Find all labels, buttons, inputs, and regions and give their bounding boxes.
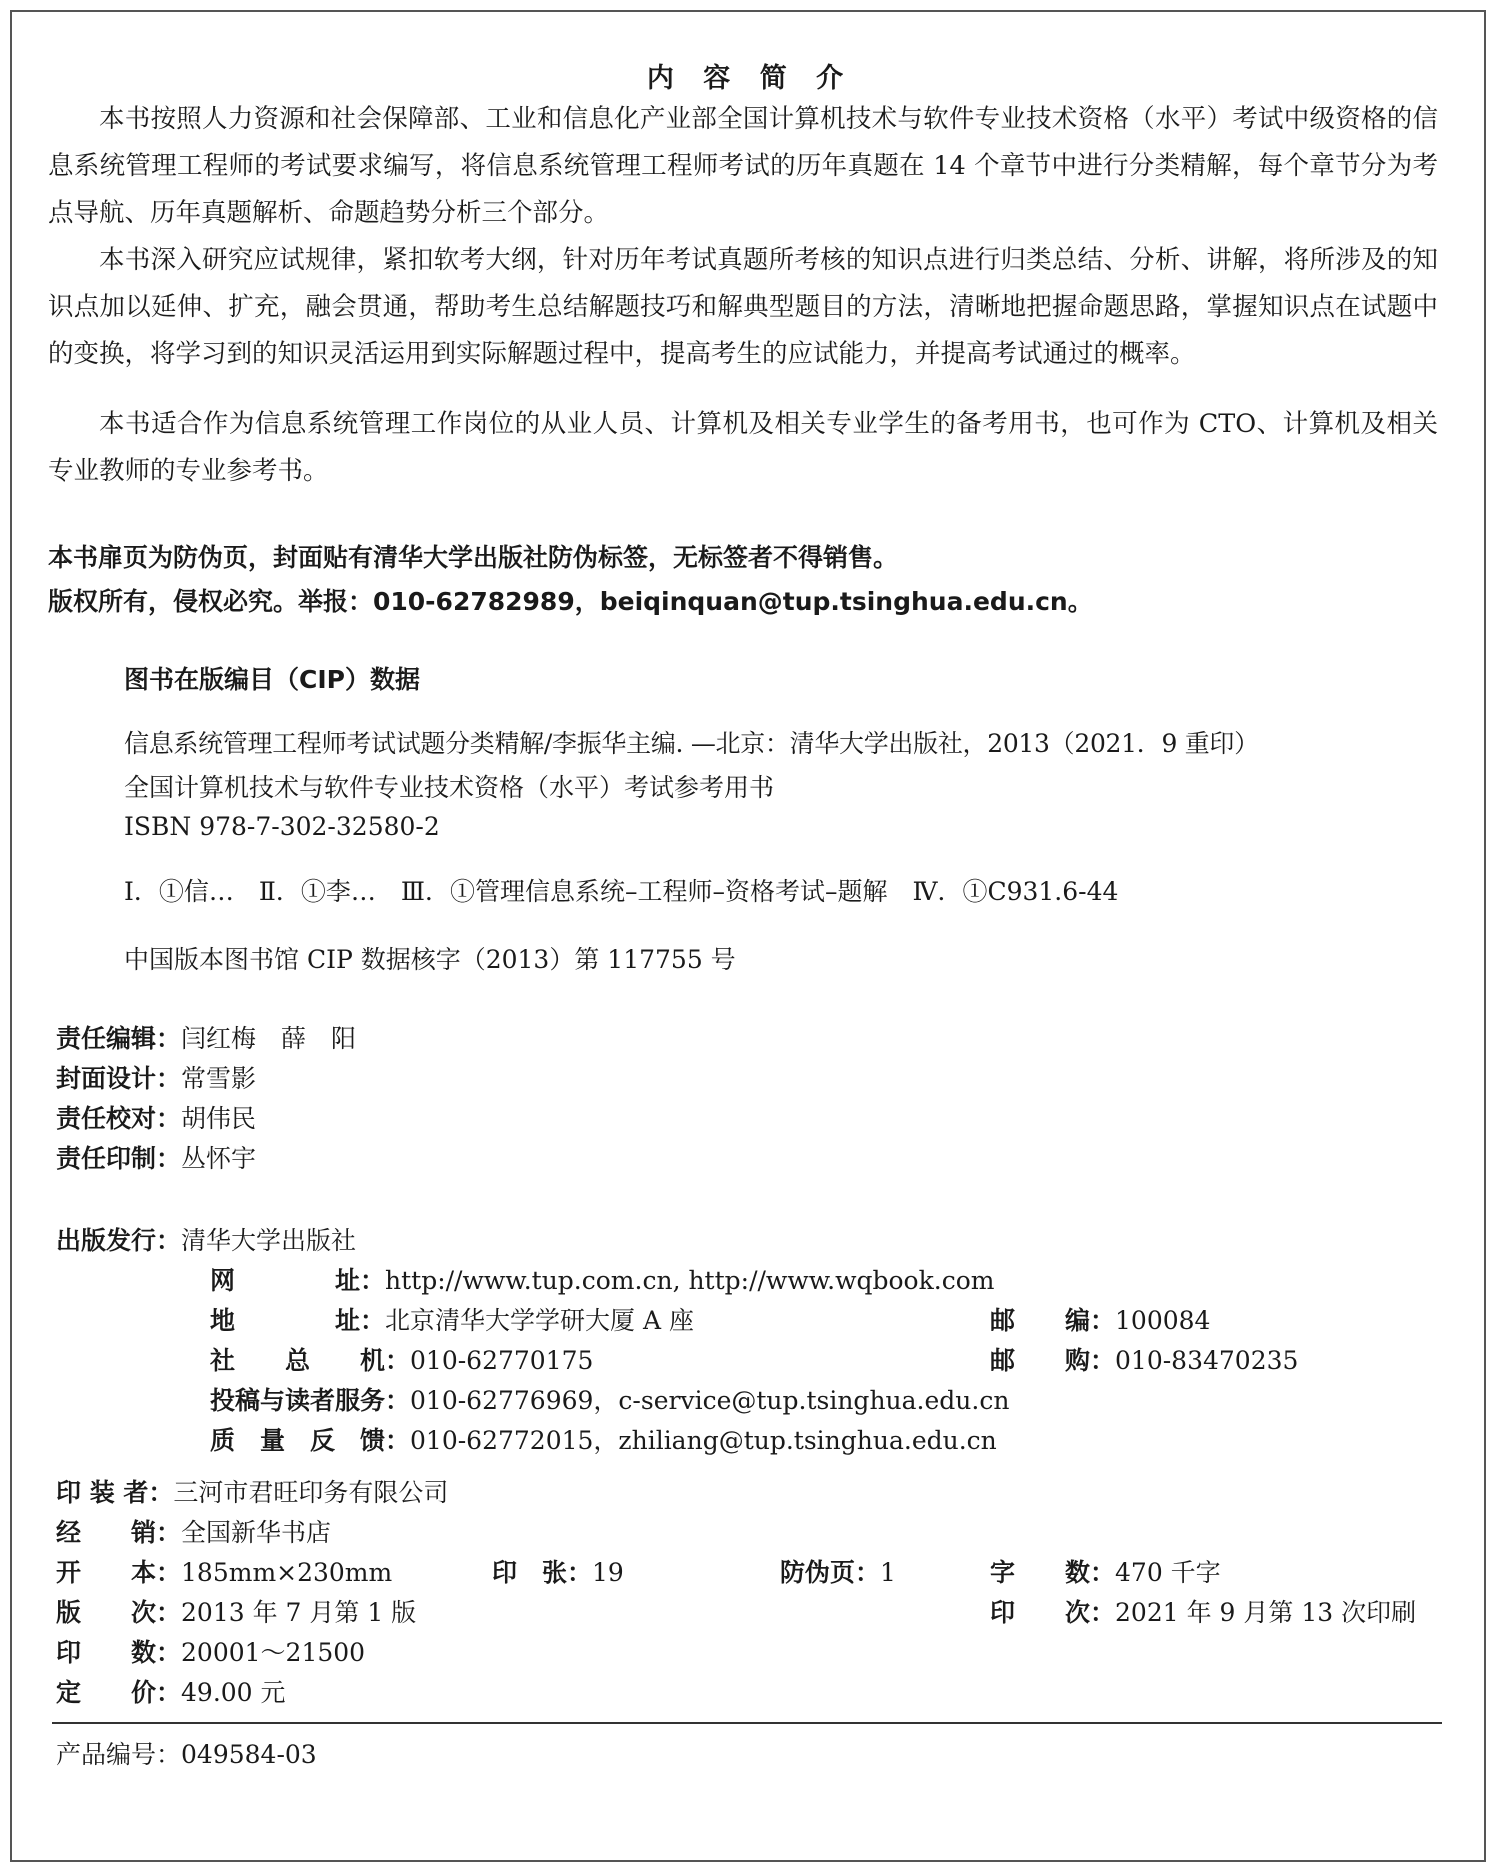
words-value: 470 千字 [1115, 1558, 1221, 1587]
price-label: 定 价： [56, 1678, 182, 1707]
distributor-row [56, 1518, 331, 1548]
publisher-row [56, 1226, 356, 1256]
anti-counterfeit-notice: 本书扉页为防伪页，封面贴有清华大学出版社防伪标签，无标签者不得销售。 [48, 543, 899, 572]
staff-row-proof [56, 1104, 256, 1134]
address-value: 北京清华大学学研大厦 A 座 [385, 1306, 694, 1335]
publisher-quality-row [210, 1426, 997, 1456]
cip-line-2: 全国计算机技术与软件专业技术资格（水平）考试参考用书 [124, 773, 775, 802]
service-value: 010-62776969，c-service@tup.tsinghua.edu.cn [410, 1386, 1010, 1415]
cip-heading: 图书在版编目（CIP）数据 [124, 665, 420, 694]
phone-value: 010-62770175 [410, 1346, 594, 1375]
divider-line [52, 1722, 1442, 1724]
impression-label: 印 次： [990, 1598, 1116, 1627]
mailorder-label: 邮 购： [990, 1346, 1116, 1375]
edition-row [56, 1598, 416, 1628]
price-row [56, 1678, 286, 1708]
staff-value: 常雪影 [181, 1064, 257, 1093]
quality-label: 质 量 反 馈： [210, 1426, 411, 1455]
anti-page-value: 1 [880, 1558, 896, 1587]
words-label: 字 数： [990, 1558, 1116, 1587]
intro-paragraph-2: 本书深入研究应试规律，紧扣软考大纲，针对历年考试真题所考核的知识点进行归类总结、分析、讲解，将所涉及的知识点加以延伸、扩充，融会贯通，帮助考生总结解题技巧和解典型题目的方法，清晰地把握命题思路，掌握知识点在试题中的变换，将学习到的知识灵活运用到实际解题过程中，提高考生的应试能力，并提高考试通过的概率。 [48, 245, 1438, 369]
mailorder-value: 010-83470235 [1115, 1346, 1299, 1375]
intro-paragraph-3: 本书适合作为信息系统管理工作岗位的从业人员、计算机及相关专业学生的备考用书，也可作为 CTO、计算机及相关专业教师的专业参考书。 [48, 409, 1438, 486]
zip-value: 100084 [1115, 1306, 1211, 1335]
intro-paragraph-1: 本书按照人力资源和社会保障部、工业和信息化产业部全国计算机技术与软件专业技术资格（水平）考试中级资格的信息系统管理工程师的考试要求编写，将信息系统管理工程师考试的历年真题在 14 个章节中进行分类精解，每个章节分为考点导航、历年真题解析、命题趋势分析三个部分。 [48, 104, 1438, 228]
publisher-address-row [210, 1306, 694, 1336]
publisher-mailorder-row [990, 1346, 1298, 1376]
staff-value: 丛怀宇 [181, 1144, 257, 1173]
quality-value: 010-62772015，zhiliang@tup.tsinghua.edu.cn [410, 1426, 997, 1455]
impression-row [990, 1598, 1416, 1628]
print-count-label: 印 数： [56, 1638, 182, 1667]
distributor-value: 全国新华书店 [181, 1518, 332, 1547]
staff-row-cover [56, 1064, 256, 1094]
page-title: 内 容 简 介 [646, 63, 854, 94]
staff-label: 责任印制： [56, 1144, 182, 1173]
publisher-service-row [210, 1386, 1009, 1416]
anti-page-row [780, 1558, 896, 1588]
printer-label: 印 装 者： [56, 1478, 174, 1507]
address-label: 地 址： [210, 1306, 386, 1335]
cip-classification: Ⅰ．①信… Ⅱ．①李… Ⅲ．①管理信息系统–工程师–资格考试–题解 Ⅳ．①C931.6-44 [124, 877, 1119, 906]
web-value: http://www.tup.com.cn, http://www.wqbook.com [385, 1266, 995, 1295]
format-row [56, 1558, 392, 1588]
distributor-label: 经 销： [56, 1518, 182, 1547]
cip-verify: 中国版本图书馆 CIP 数据核字（2013）第 117755 号 [124, 945, 736, 974]
edition-value: 2013 年 7 月第 1 版 [181, 1598, 417, 1627]
print-count-row [56, 1638, 365, 1668]
publisher-phone-row [210, 1346, 593, 1376]
sheets-label: 印 张： [492, 1558, 593, 1587]
staff-label: 封面设计： [56, 1064, 182, 1093]
words-row [990, 1558, 1221, 1588]
format-value: 185mm×230mm [181, 1558, 393, 1587]
print-count-value: 20001～21500 [181, 1638, 366, 1667]
impression-value: 2021 年 9 月第 13 次印刷 [1115, 1598, 1417, 1627]
copyright-notice: 版权所有，侵权必究。举报：010-62782989，beiqinquan@tup.tsinghua.edu.cn。 [48, 587, 1093, 616]
printer-row [56, 1478, 448, 1508]
zip-label: 邮 编： [990, 1306, 1116, 1335]
staff-label: 责任编辑： [56, 1024, 182, 1053]
edition-label: 版 次： [56, 1598, 182, 1627]
staff-label: 责任校对： [56, 1104, 182, 1133]
staff-value: 胡伟民 [181, 1104, 257, 1133]
cip-line-1: 信息系统管理工程师考试试题分类精解/李振华主编. —北京：清华大学出版社，2013（2021．9 重印） [124, 729, 1259, 758]
sheets-row [492, 1558, 624, 1588]
web-label: 网 址： [210, 1266, 386, 1295]
printer-value: 三河市君旺印务有限公司 [173, 1478, 449, 1507]
publisher-label: 出版发行： [56, 1226, 182, 1255]
price-value: 49.00 元 [181, 1678, 286, 1707]
service-label: 投稿与读者服务： [210, 1386, 411, 1415]
product-code-value: 049584-03 [181, 1740, 317, 1769]
publisher-zip-row [990, 1306, 1210, 1336]
format-label: 开 本： [56, 1558, 182, 1587]
publisher-name: 清华大学出版社 [181, 1226, 357, 1255]
sheets-value: 19 [592, 1558, 624, 1587]
product-code-row [56, 1740, 317, 1770]
staff-value: 闫红梅 薛 阳 [181, 1024, 357, 1053]
publisher-web-row [210, 1266, 994, 1296]
staff-row-print [56, 1144, 256, 1174]
staff-row-editor [56, 1024, 356, 1054]
phone-label: 社 总 机： [210, 1346, 411, 1375]
cip-isbn: ISBN 978-7-302-32580-2 [124, 812, 440, 841]
product-code-label: 产品编号： [56, 1740, 182, 1769]
anti-page-label: 防伪页： [780, 1558, 881, 1587]
